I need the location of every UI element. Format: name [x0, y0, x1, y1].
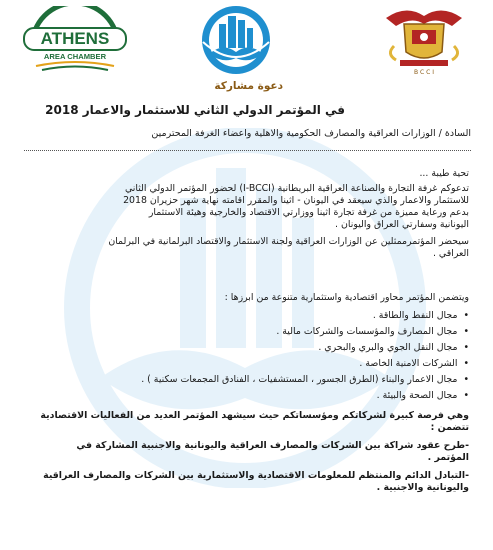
- activity-line: -طرح عقود شراكة بين الشركات والمصارف العراقية واليونانية والاجنبية المشاركة في: [76, 440, 469, 451]
- theme-item: • مجال النقل الجوي والبري والبحري .: [141, 340, 469, 356]
- chamber-crest-logo: [376, 2, 472, 76]
- invitation-kicker: دعوة مشاركة: [214, 80, 283, 92]
- paragraph-line: تدعوكم غرفة التجارة والصناعة العراقية البريطانية (I-BCCI) لحضور المؤتمر الدولي الثاني: [124, 183, 469, 194]
- athens-area-chamber-logo: [18, 6, 132, 74]
- themes-list: [141, 308, 469, 404]
- activity-item: [76, 440, 469, 464]
- paragraph-opportunity: [40, 410, 469, 434]
- activity-line: -التبادل الدائم والمنتظم للمعلومات الاقتصادية والاستثمارية بين الشركات والمصارف العراقية: [43, 470, 469, 481]
- divider-rule: [24, 150, 471, 151]
- invitation-title: في المؤتمر الدولي الثاني للاستثمار والاعمار 2018: [45, 103, 345, 117]
- athens-logo-line2: AREA CHAMBER: [43, 52, 107, 61]
- bcci-globe-logo: [193, 2, 279, 76]
- paragraph-line: بدعم ورعاية مميزة من غرفة تجارة اثينا ووزارتي الاقتصاد والخارجية وهيئة الاستثمار: [148, 207, 469, 218]
- paragraph-attendees: [108, 236, 469, 260]
- themes-intro: ويتضمن المؤتمر محاور اقتصادية واستثمارية متنوعة من ابرزها :: [224, 292, 469, 303]
- paragraph-line: العراقي .: [432, 248, 469, 259]
- logo-bar: [0, 0, 493, 78]
- theme-item: • الشركات الامنية الخاصة .: [141, 356, 469, 372]
- paragraph-line: سيحضر المؤتمرممثلين عن الوزارات العراقية ولجنة الاستثمار والاقتصاد البرلمانية في البرلمان: [108, 236, 469, 247]
- paragraph-line: تتضمن :: [430, 422, 469, 433]
- athens-logo-line1: ATHENS: [40, 29, 110, 48]
- activity-item: [43, 470, 469, 494]
- paragraph-intro: [123, 183, 469, 231]
- paragraph-line: للاستثمار والاعمار والذي سيعقد في اليونان - اثينا والمقرر اقامته نهاية شهر حزيران 2018: [123, 195, 469, 206]
- activity-line: واليونانية والاجنبية .: [376, 482, 469, 493]
- crest-caption: B C C I: [414, 69, 434, 76]
- activity-line: المؤتمر .: [427, 452, 469, 463]
- paragraph-line: وهي فرصة كبيرة لشركاتكم ومؤسساتكم حيث سيشهد المؤتمر العديد من الفعاليات الاقتصادية: [40, 410, 469, 421]
- addressee-line: السادة / الوزارات العراقية والمصارف الحكومية والاهلية واعضاء الغرفة المحترمين: [151, 128, 471, 139]
- theme-item: • مجال النفط والطاقة .: [141, 308, 469, 324]
- theme-item: • مجال الاعمار والبناء (الطرق الجسور ، المستشفيات ، الفنادق المجمعات سكنية ) .: [141, 372, 469, 388]
- theme-item: • مجال الصحة والبيئة .: [141, 388, 469, 404]
- greeting: تحية طيبة ...: [419, 168, 469, 179]
- paragraph-line: اليونانية وسفارتي العراق واليونان .: [335, 219, 469, 230]
- theme-item: • مجال المصارف والمؤسسات والشركات مالية .: [141, 324, 469, 340]
